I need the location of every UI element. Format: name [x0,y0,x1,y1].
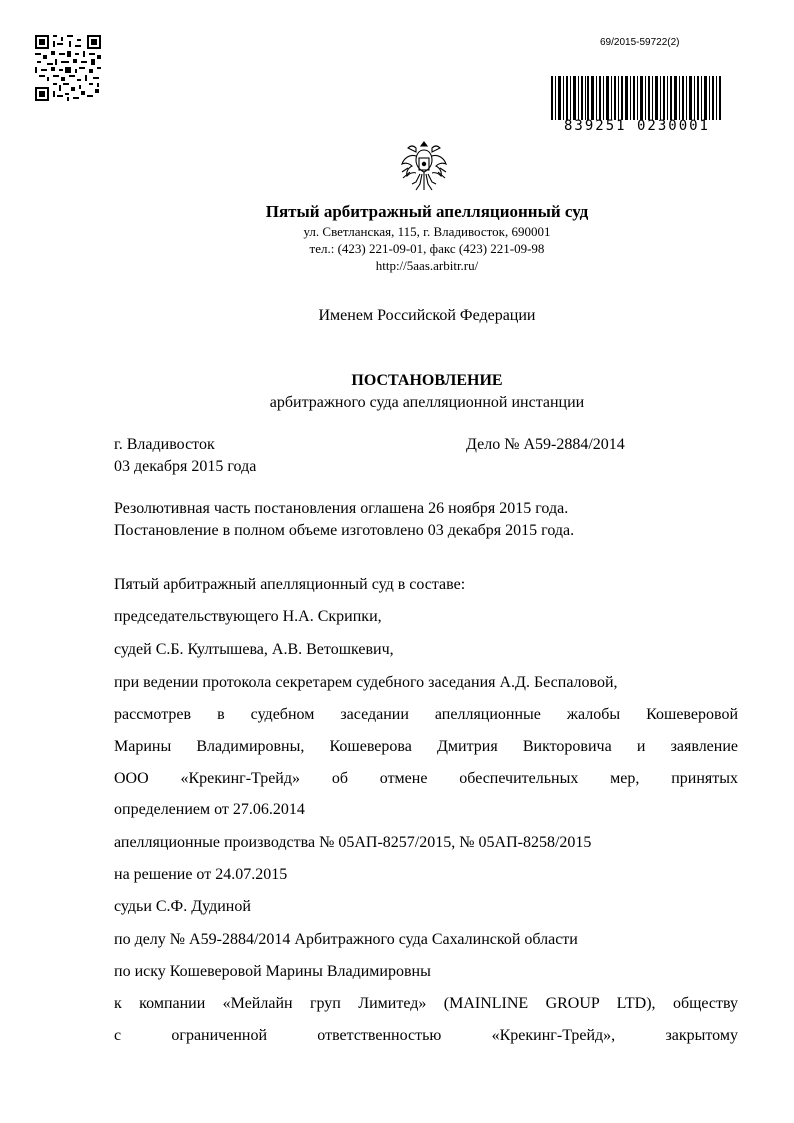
body-line: судьи С.Ф. Дудиной [114,898,251,915]
coat-of-arms-emblem [398,138,450,196]
barcode [551,76,721,120]
body-line: по делу № А59-2884/2014 Арбитражного суда Сахалинской области [114,931,578,948]
body-line: председательствующего Н.А. Скрипки, [114,608,382,625]
body-line: Пятый арбитражный апелляционный суд в составе: [114,576,466,593]
city: г. Владивосток [114,436,215,453]
resolution-announced: Резолютивная часть постановления оглашена 26 ноября 2015 года. [114,500,569,517]
body-line: апелляционные производства № 05АП-8257/2015, № 05АП-8258/2015 [114,834,592,851]
body-line: судей С.Б. Култышева, А.В. Ветошкевич, [114,641,394,658]
decision-date: 03 декабря 2015 года [114,458,257,475]
body-line: при ведении протокола секретарем судебного заседания А.Д. Беспаловой, [114,674,618,691]
body-line: определением от 27.06.2014 [114,801,305,818]
body-line: по иску Кошеверовой Марины Владимировны [114,963,431,980]
body-line-justified: с ограниченной ответственностью «Крекинг-Трейд», закрытому [114,1027,738,1044]
case-number: Дело № А59-2884/2014 [466,436,625,453]
court-phones: тел.: (423) 221-09-01, факс (423) 221-09-98 [309,241,545,256]
preamble: Именем Российской Федерации [318,307,536,324]
court-name: Пятый арбитражный апелляционный суд [265,202,589,221]
body-line-justified: к компании «Мейлайн груп Лимитед» (MAINLINE GROUP LTD), обществу [114,995,738,1012]
document-title: ПОСТАНОВЛЕНИЕ [351,372,503,389]
court-website: http://5aas.arbitr.ru/ [375,258,479,273]
barcode-number: 839251 0230001 [563,118,710,134]
court-address: ул. Светланская, 115, г. Владивосток, 690001 [303,224,551,239]
document-id: 69/2015-59722(2) [600,37,680,48]
resolution-full: Постановление в полном объеме изготовлено 03 декабря 2015 года. [114,522,575,539]
body-line-justified: рассмотрев в судебном заседании апелляционные жалобы Кошеверовой [114,706,738,723]
document-subtitle: арбитражного суда апелляционной инстанции [269,394,585,411]
body-line-justified: ООО «Крекинг-Трейд» об отмене обеспечительных мер, принятых [114,770,738,787]
body-line: на решение от 24.07.2015 [114,866,288,883]
body-line-justified: Марины Владимировны, Кошеверова Дмитрия Викторовича и заявление [114,738,738,755]
qr-code [35,35,101,101]
